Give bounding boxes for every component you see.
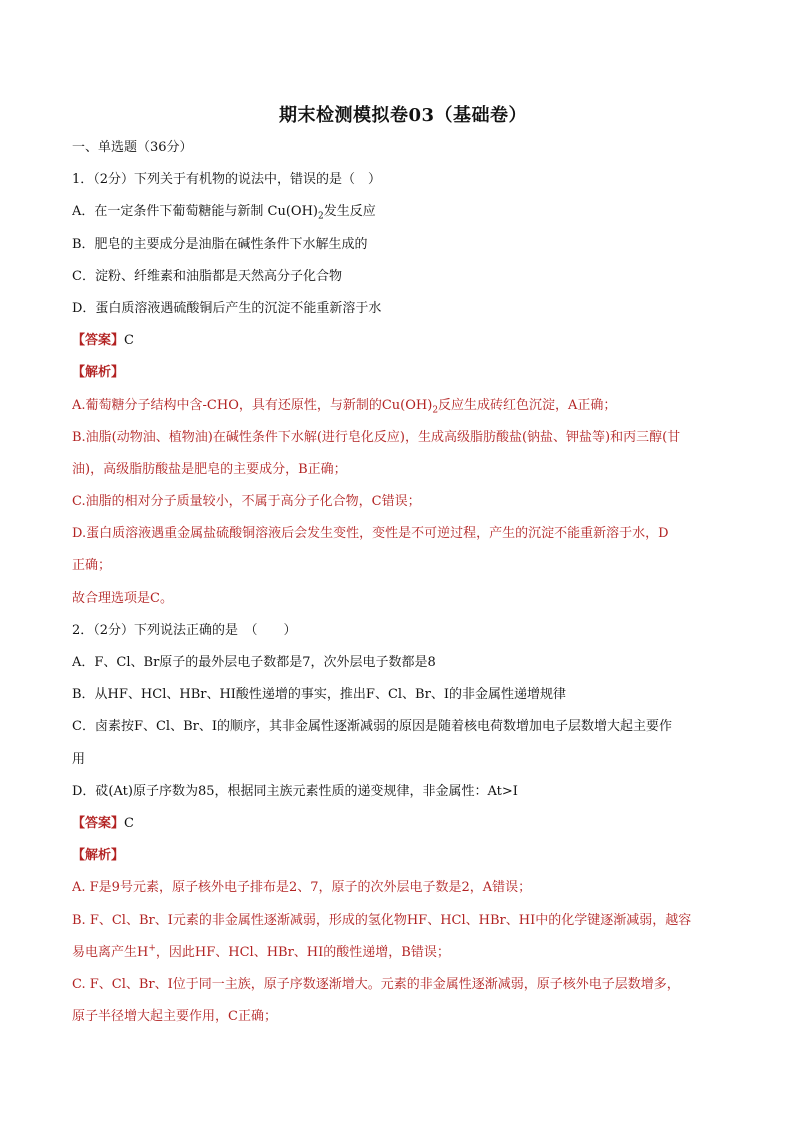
question-2-explanation-b-line-1: B. F、Cl、Br、I元素的非金属性逐渐减弱，形成的氢化物HF、HCl、HBr、HI中的化学键逐渐减弱，越容 — [72, 912, 692, 928]
answer-tag: 【答案】 — [72, 815, 125, 831]
analysis-tag: 【解析】 — [72, 365, 125, 381]
analysis-tag: 【解析】 — [72, 848, 125, 864]
explanation-text-end: ，因此HF、HCl、HBr、HI的酸性递增，B错误； — [155, 944, 450, 960]
question-2-explanation-a: A. F是9号元素，原子核外电子排布是2、7，原子的次外层电子数是2，A错误； — [72, 880, 532, 896]
explanation-text-end: 反应生成砖红色沉淀，A正确； — [438, 397, 617, 413]
question-2-explanation-c-line-1: C. F、Cl、Br、I位于同一主族，原子序数逐渐增大。元素的非金属性逐渐减弱，原子核外电子层数增多， — [72, 976, 680, 992]
question-1-explanation-b-line-1: B.油脂(动物油、植物油)在碱性条件下水解(进行皂化反应)，生成高级脂肪酸盐(钠盐、钾盐等)和丙三醇(甘 — [72, 429, 681, 445]
question-2-explanation-b-line-2 — [72, 943, 734, 963]
question-1-option-b: B．肥皂的主要成分是油脂在碱性条件下水解生成的 — [72, 236, 368, 252]
option-a-text: A．在一定条件下葡萄糖能与新制 Cu(OH) — [72, 204, 318, 220]
question-1-explanation-b-line-2: 油)，高级脂肪酸盐是肥皂的主要成分，B正确； — [72, 461, 347, 477]
subscript: 2 — [432, 405, 439, 416]
question-2-stem: 2．（2分）下列说法正确的是 （ ） — [72, 622, 297, 638]
superscript: + — [148, 943, 156, 954]
question-1-answer — [72, 331, 734, 351]
question-2-answer — [72, 814, 734, 834]
section-heading: 一、单选题（36分） — [72, 140, 193, 155]
question-1-explanation-a — [72, 396, 734, 416]
question-1-explanation-d-line-1: D.蛋白质溶液遇重金属盐硫酸铜溶液后会发生变性，变性是不可逆过程，产生的沉淀不能重新溶于水，D — [72, 526, 669, 542]
answer-value: C — [124, 333, 134, 349]
question-1-option-c: C．淀粉、纤维素和油脂都是天然高分子化合物 — [72, 268, 342, 284]
option-a-text-end: 发生反应 — [323, 204, 376, 220]
page-title: 期末检测模拟卷03（基础卷） — [278, 105, 528, 126]
question-1-explanation-c: C.油脂的相对分子质量较小，不属于高分子化合物，C错误； — [72, 494, 421, 510]
question-2-option-c-line-2: 用 — [72, 751, 86, 767]
question-2-option-a: A．F、Cl、Br原子的最外层电子数都是7，次外层电子数都是8 — [72, 655, 436, 670]
explanation-text: 易电离产生H — [72, 944, 149, 960]
question-2-option-d: D．砹(At)原子序数为85，根据同主族元素性质的递变规律，非金属性：At>I — [72, 783, 518, 799]
question-2-analysis-tag — [72, 846, 734, 866]
subscript: 2 — [317, 211, 324, 222]
question-1-explanation-d-line-2: 正确； — [72, 558, 112, 574]
question-1-option-d: D．蛋白质溶液遇硫酸铜后产生的沉淀不能重新溶于水 — [72, 300, 382, 316]
answer-value: C — [124, 815, 134, 831]
question-1-stem: 1．（2分）下列关于有机物的说法中，错误的是（ ） — [72, 172, 382, 188]
question-2-option-b: B．从HF、HCl、HBr、HI酸性递增的事实，推出F、Cl、Br、I的非金属性递增规律 — [72, 687, 566, 703]
answer-tag: 【答案】 — [72, 333, 125, 349]
question-1-analysis-tag — [72, 363, 734, 383]
question-1-option-a — [72, 202, 734, 222]
explanation-text: A.葡萄糖分子结构中含-CHO，具有还原性，与新制的Cu(OH) — [72, 397, 433, 413]
question-2-option-c-line-1: C．卤素按F、Cl、Br、I的顺序，其非金属性逐渐减弱的原因是随着核电荷数增加电子层数增大起主要作 — [72, 719, 672, 735]
question-2-explanation-c-line-2: 原子半径增大起主要作用，C正确； — [72, 1009, 277, 1025]
question-1-conclusion: 故合理选项是C。 — [72, 590, 173, 606]
